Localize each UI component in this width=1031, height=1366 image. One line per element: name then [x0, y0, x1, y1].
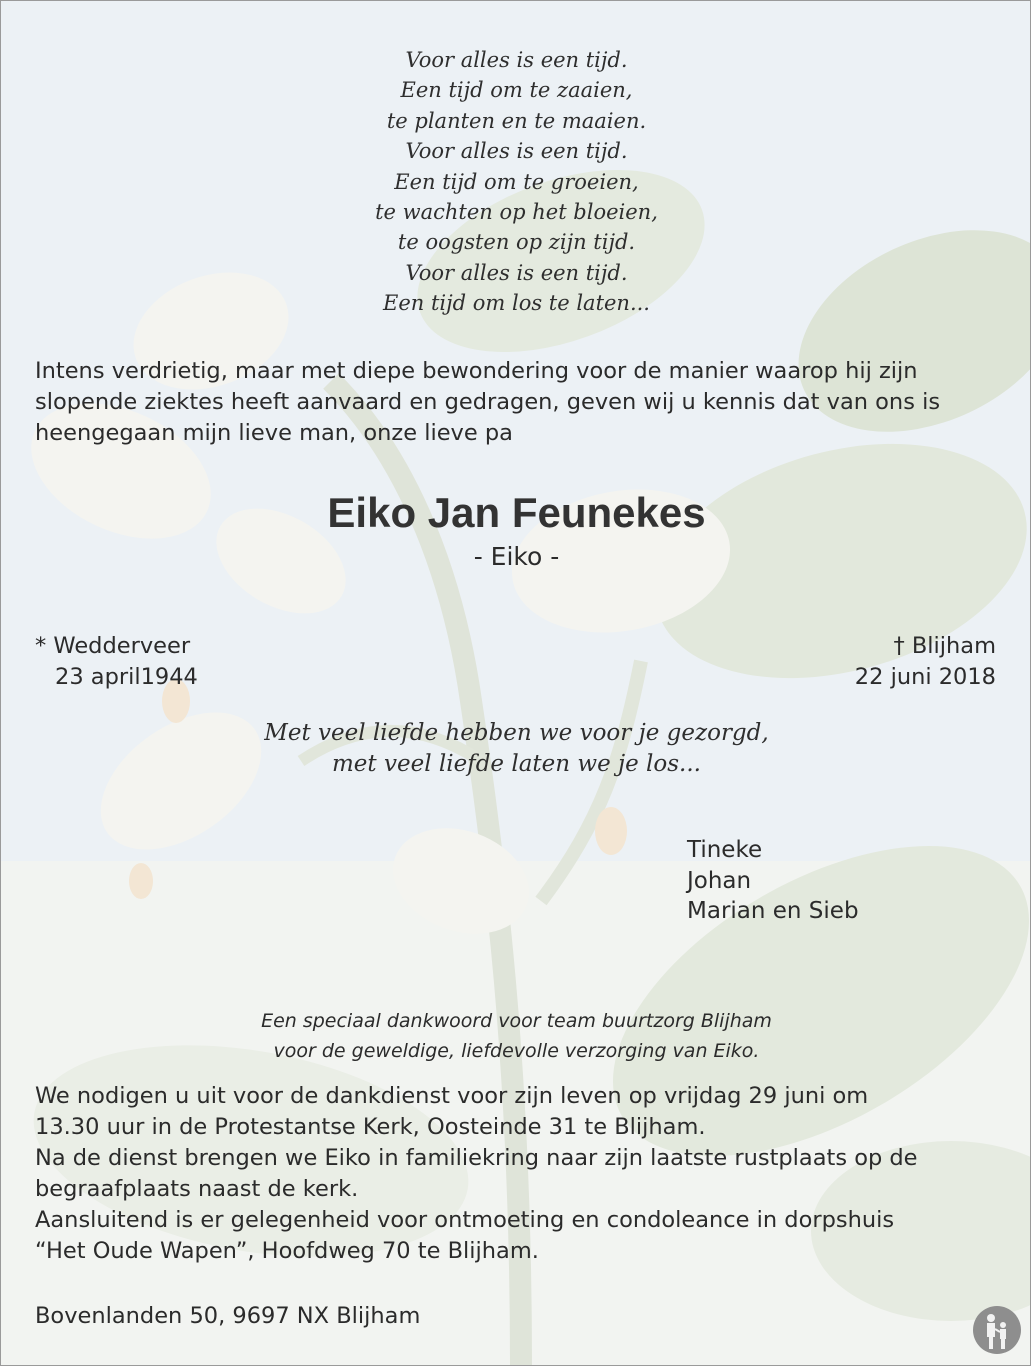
poem-line: te oogsten op zijn tijd. [397, 230, 636, 255]
poem-line: te planten en te maaien. [386, 108, 647, 133]
poem-line: Een tijd om los te laten... [383, 291, 650, 316]
service-line: We nodigen u uit voor de dankdienst voor zijn leven op vrijdag 29 juni om [35, 1083, 869, 1109]
service-line: Na de dienst brengen we Eiko in familiekring naar zijn laatste rustplaats op de [35, 1145, 918, 1171]
quote-line: Met veel liefde hebben we voor je gezorgd, [264, 720, 769, 746]
poem-line: Voor alles is een tijd. [405, 260, 628, 285]
poem-line: Voor alles is een tijd. [405, 139, 628, 164]
signer-name: Tineke [687, 837, 763, 863]
intro-paragraph [35, 356, 1005, 449]
poem-line: Een tijd om te zaaien, [400, 78, 633, 103]
death-place: † Blijham [893, 633, 996, 659]
service-line: begraafplaats naast de kerk. [35, 1176, 359, 1202]
farewell-quote [1, 718, 1031, 780]
poem-line: te wachten op het bloeien, [375, 199, 658, 224]
intro-line: heengegaan mijn lieve man, onze lieve pa [35, 420, 513, 446]
poem-line: Voor alles is een tijd. [405, 48, 628, 72]
deceased-nickname: - Eiko - [473, 542, 560, 571]
service-line: “Het Oude Wapen”, Hoofdweg 70 te Blijham. [35, 1238, 539, 1264]
birth-date: 23 april1944 [55, 664, 198, 690]
intro-line: Intens verdrietig, maar met diepe bewondering voor de manier waarop hij zijn [35, 358, 918, 384]
birth-info [35, 631, 198, 693]
birth-place: * Wedderveer [35, 633, 191, 659]
intro-line: slopende ziektes heeft aanvaard en gedragen, geven wij u kennis dat van ons is [35, 389, 941, 415]
mourning-figures-icon [972, 1305, 1022, 1355]
death-date: 22 juni 2018 [854, 664, 996, 690]
quote-line: met veel liefde laten we je los... [332, 751, 701, 777]
poem-line: Een tijd om te groeien, [394, 169, 639, 194]
death-info [855, 631, 996, 693]
signers [687, 835, 859, 927]
thanks-note [1, 1006, 1031, 1066]
signer-name: Johan [687, 867, 752, 894]
thanks-line: Een speciaal dankwoord voor team buurtzorg Blijham [261, 1010, 772, 1032]
poem [1, 45, 1031, 319]
service-line: 13.30 uur in de Protestantse Kerk, Oosteinde 31 te Blijham. [35, 1114, 706, 1140]
address: Bovenlanden 50, 9697 NX Blijham [35, 1303, 421, 1329]
thanks-line: voor de geweldige, liefdevolle verzorging van Eiko. [273, 1040, 760, 1062]
signer-name: Marian en Sieb [687, 898, 859, 924]
service-paragraph [35, 1081, 1005, 1267]
service-line: Aansluitend is er gelegenheid voor ontmoeting en condoleance in dorpshuis [35, 1207, 895, 1233]
deceased-name: Eiko Jan Feunekes [327, 489, 706, 536]
